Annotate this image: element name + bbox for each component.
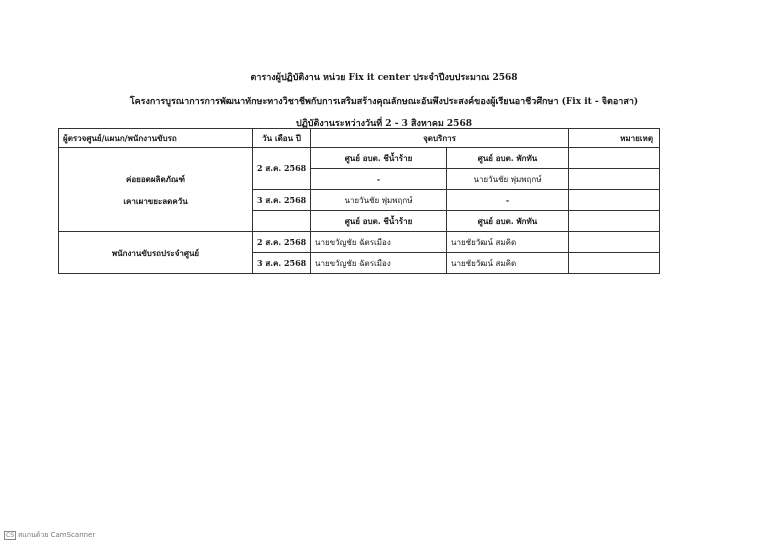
department-cell — [59, 148, 253, 232]
header-department: ผู้ตรวจศูนย์/แผนก/พนักงานขับรถ — [59, 129, 253, 148]
period-title: ปฏิบัติงานระหว่างวันที่ 2 - 3 สิงหาคม 2568 — [296, 119, 472, 129]
table-row — [59, 148, 660, 169]
center-a-staff: นายขวัญชัย ฉัตรเมือง — [311, 232, 447, 253]
project-title: โครงการบูรณาการการพัฒนาทักษะทางวิชาชีพกับการเสริมสร้างคุณลักษณะอันพึงประสงค์ของผู้เรียนอาชีวศึกษา (Fix it - จิตอาสา) — [129, 97, 639, 107]
document-title: ตารางผู้ปฏิบัติงาน หน่วย Fix it center ประจำปีงบประมาณ 2568 — [250, 73, 518, 83]
center-b-staff: นายวันชัย พุ่มพฤกษ์ — [447, 169, 569, 190]
remark-cell — [569, 253, 660, 274]
department-name-line: ค่อยอดผลิตภัณฑ์ — [126, 173, 185, 184]
remark-cell — [569, 190, 660, 211]
department-name-line: พนักงานขับรถประจำศูนย์ — [111, 247, 200, 258]
department-cell — [59, 232, 253, 274]
center-b-staff: นายชัยวัฒน์ สมคิด — [447, 232, 569, 253]
remark-cell — [569, 169, 660, 190]
remark-cell — [569, 232, 660, 253]
date-cell: 2 ส.ค. 2568 — [253, 148, 311, 190]
center-b-heading: ศูนย์ อบต. พักทัน — [447, 211, 569, 232]
center-a-staff: - — [311, 169, 447, 190]
center-a-staff: นายวันชัย พุ่มพฤกษ์ — [311, 190, 447, 211]
center-a-heading: ศูนย์ อบต. ชีน้ำร้าย — [311, 148, 447, 169]
center-a-staff: นายขวัญชัย ฉัตรเมือง — [311, 253, 447, 274]
header-row — [59, 129, 660, 148]
department-name-line: เคาเผาขยะลดควัน — [123, 195, 188, 206]
header-date: วัน เดือน ปี — [253, 129, 311, 148]
date-cell: 3 ส.ค. 2568 — [253, 253, 311, 274]
camscanner-icon: CS — [6, 532, 14, 539]
scanner-watermark-text: สแกนด้วย CamScanner — [18, 531, 96, 539]
schedule-table — [58, 128, 660, 274]
center-b-heading: ศูนย์ อบต. พักทัน — [447, 148, 569, 169]
table-row — [59, 232, 660, 253]
header-service-point: จุดบริการ — [311, 129, 569, 148]
scanner-watermark — [4, 530, 95, 541]
remark-cell — [569, 211, 660, 232]
center-a-heading: ศูนย์ อบต. ชีน้ำร้าย — [311, 211, 447, 232]
date-cell: 2 ส.ค. 2568 — [253, 232, 311, 253]
center-b-staff: - — [447, 190, 569, 211]
header-remark: หมายเหตุ — [569, 129, 660, 148]
date-cell-empty — [253, 211, 311, 232]
center-b-staff: นายชัยวัฒน์ สมคิด — [447, 253, 569, 274]
date-cell: 3 ส.ค. 2568 — [253, 190, 311, 211]
remark-cell — [569, 148, 660, 169]
